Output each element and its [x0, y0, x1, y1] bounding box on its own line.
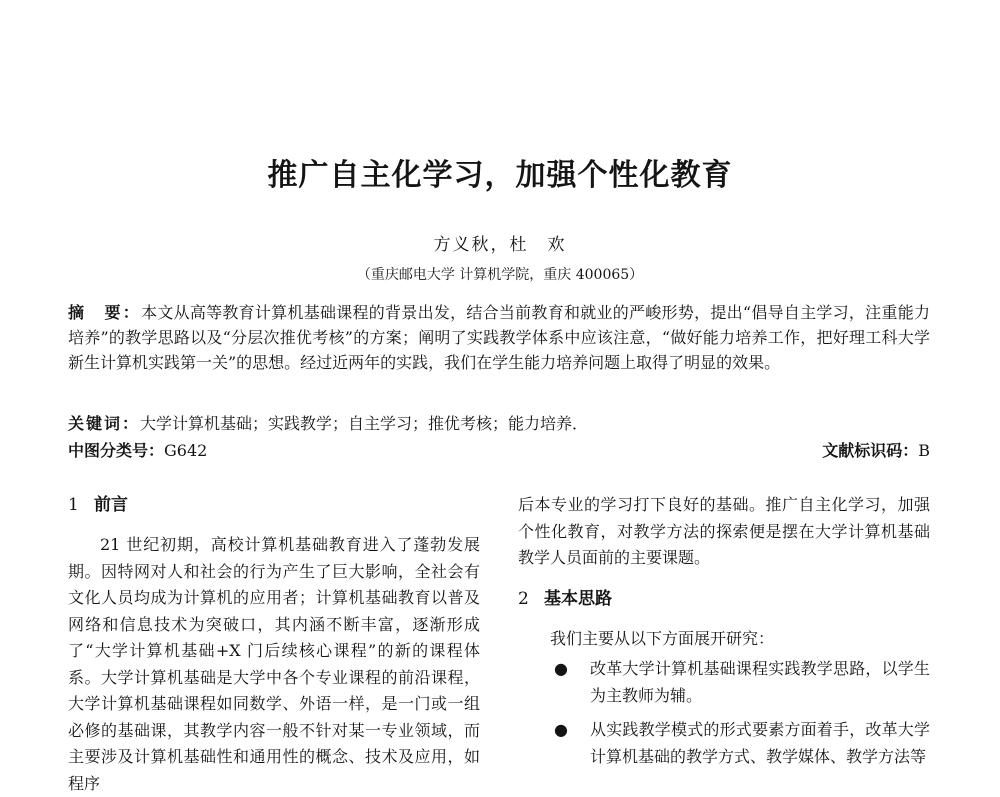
doc-code-label: 文献标识码：	[822, 441, 919, 460]
abstract-text: 本文从高等教育计算机基础课程的背景出发，结合当前教育和就业的严峻形势，提出“倡导自主学习，注重能力培养”的教学思路以及“分层次推优考核”的方案；阐明了实践教学体系中应该注意，“做好能力培养工作，把好理工科大学新生计算机实践第一关”的思想。经过近两年的实践，我们在学生能力培养问题上取得了明显的效果。	[68, 303, 930, 372]
list-item-text: 改革大学计算机基础课程实践教学思路，以学生为主教师为辅。	[590, 659, 930, 705]
classification-label: 中图分类号：	[68, 441, 165, 460]
bullet-icon: ●	[554, 720, 568, 739]
section-2-intro: 我们主要从以下方面展开研究：	[550, 628, 775, 648]
right-column	[518, 492, 930, 778]
section-2-list	[518, 656, 930, 770]
section-1-heading	[68, 492, 480, 520]
section-1-paragraph: 21 世纪初期，高校计算机基础教育进入了蓬勃发展期。因特网对人和社会的行为产生了巨大影响，全社会有文化人员均成为计算机的应用者；计算机基础教育以普及网络和信息技术为突破口，其内涵不断丰富，逐渐形成了“大学计算机基础+X 门后续核心课程”的新的课程体系。大学计算机基础是大学中各个专业课程的前沿课程，大学计算机基础课程如同数学、外语一样，是一门或一组必修的基础课，其教学内容一般不针对某一专业领域，而主要涉及计算机基础性和通用性的概念、技术及应用，如程序	[68, 535, 480, 793]
bullet-icon: ●	[554, 659, 568, 678]
abstract	[68, 300, 930, 375]
affiliation: （重庆邮电大学 计算机学院，重庆 400065）	[356, 267, 644, 283]
section-2-heading	[518, 586, 930, 614]
doc-code-value: B	[918, 441, 930, 460]
list-item	[518, 656, 930, 709]
classification-row	[68, 440, 930, 462]
keywords-text: 大学计算机基础；实践教学；自主学习；推优考核；能力培养．	[140, 414, 589, 433]
continued-paragraph: 后本专业的学习打下良好的基础。推广自主化学习，加强个性化教育，对教学方法的探索便是摆在大学计算机基础教学人员面前的主要课题。	[518, 495, 930, 567]
authors: 方义秋，杜 欢	[433, 235, 567, 255]
classification	[68, 440, 207, 462]
keywords	[68, 411, 930, 436]
section-2-title: 基本思路	[544, 588, 612, 609]
list-item	[518, 717, 930, 770]
section-2-number: 2	[518, 588, 529, 609]
paper-title: 推广自主化学习，加强个性化教育	[267, 158, 733, 193]
section-1-title: 前言	[94, 495, 128, 515]
document-code	[822, 440, 930, 462]
keywords-label: 关键词：	[68, 414, 141, 433]
list-item-text: 从实践教学模式的形式要素方面着手，改革大学计算机基础的教学方式、教学媒体、教学方法等	[590, 720, 930, 766]
abstract-label: 摘 要：	[68, 303, 142, 322]
classification-value: G642	[164, 441, 208, 460]
section-1-number: 1	[68, 495, 79, 515]
left-column	[68, 492, 480, 797]
